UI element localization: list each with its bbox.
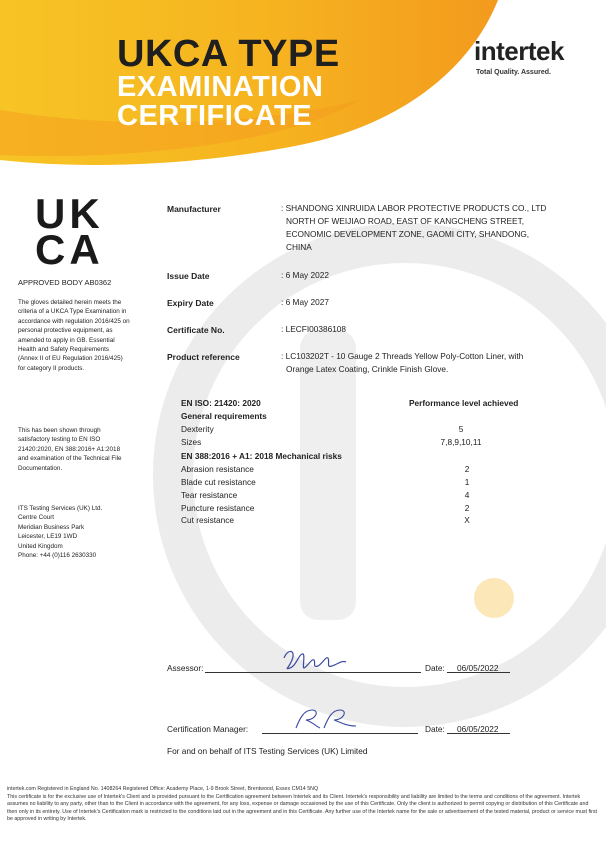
sidebar-para2: This has been shown through satisfactory testing to EN ISO 21420:2020, EN 388:2016+ A1:2018 and examination of the Technical File Documentation. — [18, 427, 122, 472]
row-value: 2 — [464, 464, 470, 474]
certificate-no-label: Certificate No. — [167, 325, 225, 335]
title-line-2: EXAMINATION — [117, 71, 324, 103]
row-label: Blade cut resistance — [181, 477, 256, 487]
row-value: 2 — [464, 503, 470, 513]
performance-level-header: Performance level achieved — [409, 398, 519, 408]
ukca-mark — [35, 190, 105, 273]
table-row — [181, 503, 254, 513]
intertek-logo: intertek — [474, 36, 564, 66]
sizes-value: 7,8,9,10,11 — [440, 437, 482, 447]
table-row — [181, 490, 237, 500]
footer — [7, 786, 599, 824]
standard-en-388: EN 388:2016 + A1: 2018 Mechanical risks — [181, 451, 342, 461]
assessor-date-label: Date: — [425, 663, 445, 673]
row-value: X — [464, 515, 470, 525]
expiry-date-label: Expiry Date — [167, 298, 214, 308]
sizes-label: Sizes — [181, 437, 202, 447]
certification-manager-label: Certification Manager: — [167, 724, 249, 734]
expiry-date-value: : 6 May 2027 — [281, 297, 329, 307]
table-row — [181, 515, 234, 525]
issue-date-label: Issue Date — [167, 271, 210, 281]
title-line-1: UKCA TYPE — [117, 33, 340, 75]
general-requirements-heading: General requirements — [181, 411, 267, 421]
footer-disclaimer: This certificate is for the exclusive use of Intertek's Client and is provided pursuant to the Certification agreement between Intertek and its Client. Intertek's responsibility and liability are limited to the terms and conditions of the agreement. Intertek assumes no liability to any party, other than to the Client in accordance with the agreement, for any loss, expense or damage occasioned by the use of this Certificate. Only the client is authorized to permit copying or distribution of this Certificate and then only in its entirety. Use of Intertek's Certification mark is restricted to the conditions laid out in the agreement and in this Certificate. Any further use of the Intertek name for the sale or advertisement of the tested material, product or service must first be approved in writing by Intertek. — [7, 793, 598, 823]
sidebar-address: ITS Testing Services (UK) Ltd. Centre Court Meridian Business Park Leicester, LE19 1WD United Kingdom Phone: +44 (0)116 2630330 — [18, 505, 103, 560]
ukca-mark-line1: UK — [35, 190, 104, 237]
row-value: 1 — [464, 477, 470, 487]
title-line-3: CERTIFICATE — [117, 100, 313, 132]
issue-date-value: : 6 May 2022 — [281, 270, 329, 280]
manager-signature — [290, 704, 360, 734]
row-label: Tear resistance — [181, 490, 238, 500]
dexterity-value: 5 — [458, 424, 464, 434]
manager-date-label: Date: — [425, 724, 445, 734]
on-behalf-text: For and on behalf of ITS Testing Services (UK) Limited — [167, 746, 368, 756]
row-label: Abrasion resistance — [181, 464, 254, 474]
manufacturer-label: Manufacturer — [167, 204, 221, 214]
certificate-no-value: : LECFI00386108 — [281, 324, 347, 334]
assessor-label: Assessor: — [167, 663, 204, 673]
manager-date: 06/05/2022 — [457, 724, 499, 734]
approved-body: APPROVED BODY AB0362 — [18, 278, 112, 287]
footer-registration: intertek.com Registered in England No. 1408264 Registered Office: Academy Place, 1-9 Brook Street, Brentwood, Essex CM14 5NQ — [7, 786, 319, 792]
table-row — [181, 464, 254, 474]
standard-en-iso-21420: EN ISO: 21420: 2020 — [181, 398, 261, 408]
assessor-signature — [280, 646, 350, 676]
table-row — [181, 477, 256, 487]
manufacturer-value: : SHANDONG XINRUIDA LABOR PROTECTIVE PRODUCTS CO., LTD NORTH OF WEIJIAO ROAD, EAST OF KANGCHENG STREET, ECONOMIC DEVELOPMENT ZONE, GAOMI CITY, SHANDONG, CHINA — [281, 203, 547, 252]
ukca-mark-line2: CA — [35, 226, 104, 273]
row-label: Cut resistance — [181, 515, 235, 525]
dexterity-label: Dexterity — [181, 424, 214, 434]
logo-tagline: Total Quality. Assured. — [476, 69, 551, 76]
sidebar-para1: The gloves detailed herein meets the criteria of a UKCA Type Examination in accordance with regulation 2016/425 on personal protective equipment, as amended to apply in GB. Essential Health and Safety Requirements (Annex II of EU Regulation 2016/425) for category II products. — [18, 299, 130, 372]
row-value: 4 — [464, 490, 470, 500]
product-reference-label: Product reference — [167, 352, 240, 362]
row-label: Puncture resistance — [181, 503, 255, 513]
product-reference-value: : LC103202T - 10 Gauge 2 Threads Yellow Poly-Cotton Liner, with Orange Latex Coating, Crinkle Finish Glove. — [281, 351, 524, 374]
assessor-date: 06/05/2022 — [457, 663, 499, 673]
